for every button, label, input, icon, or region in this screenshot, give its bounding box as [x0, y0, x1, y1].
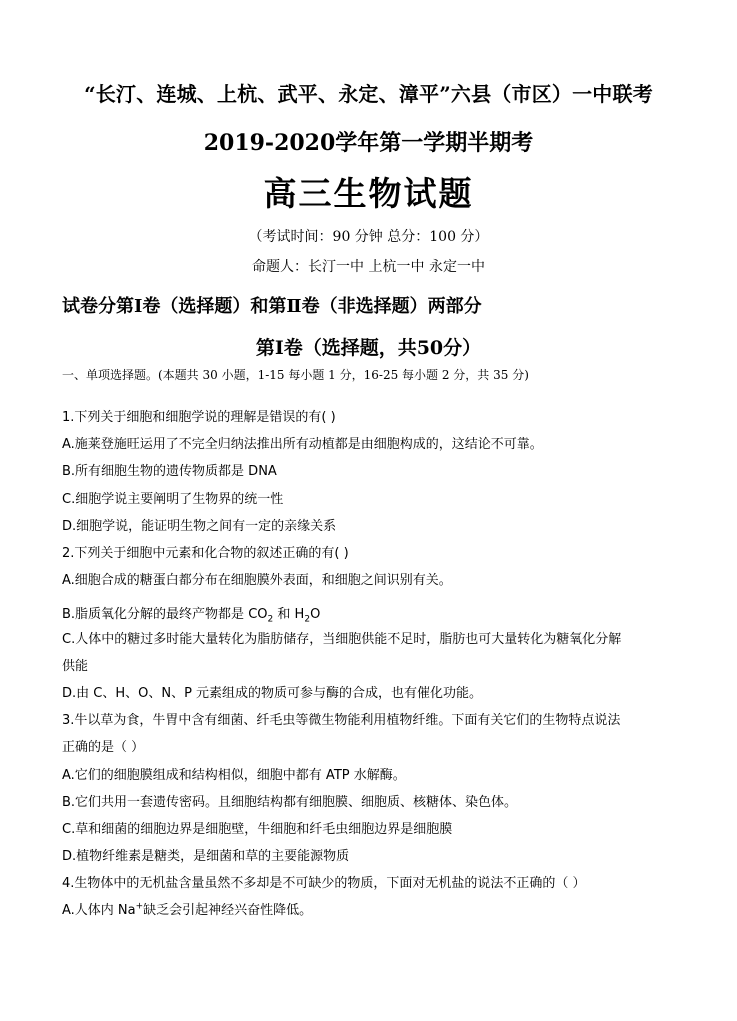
instructions: 一、单项选择题。(本题共 30 小题，1-15 每小题 1 分，16-25 每小题 2 分，共 35 分)	[62, 368, 529, 382]
question-2-option-b	[62, 603, 320, 625]
exam-title: 高三生物试题	[263, 174, 474, 213]
question-3-stem-cont: 正确的是（ ）	[62, 740, 145, 755]
question-4-stem: 4.生物体中的无机盐含量虽然不多却是不可缺少的物质，下面对无机盐的说法不正确的（ ）	[62, 876, 586, 891]
question-2-stem: 2.下列关于细胞中元素和化合物的叙述正确的有( )	[62, 546, 349, 561]
question-1-option-c: C.细胞学说主要阐明了生物界的统一性	[62, 492, 284, 507]
question-1-option-a: A.施莱登施旺运用了不完全归纳法推出所有动植都是由细胞构成的，这结论不可靠。	[62, 437, 543, 452]
question-3-stem: 3.牛以草为食，牛胃中含有细菌、纤毛虫等微生物能利用植物纤维。下面有关它们的生物特点说法	[62, 713, 621, 728]
question-3-option-b: B.它们共用一套遗传密码。且细胞结构都有细胞膜、细胞质、核糖体、染色体。	[62, 795, 518, 810]
question-2-option-a: A.细胞合成的糖蛋白都分布在细胞膜外表面，和细胞之间识别有关。	[62, 573, 452, 588]
exam-info: （考试时间：90 分钟 总分：100 分）	[248, 229, 489, 245]
question-3-option-c: C.草和细菌的细胞边界是细胞壁，牛细胞和纤毛虫细胞边界是细胞膜	[62, 822, 453, 837]
question-2-option-c: C.人体中的糖过多时能大量转化为脂肪储存，当细胞供能不足时，脂肪也可大量转化为糖氧化分解	[62, 632, 622, 647]
question-4-option-a: A.人体内 Na+缺乏会引起神经兴奋性降低。	[62, 901, 313, 918]
question-2-option-c-cont: 供能	[62, 659, 89, 674]
volume-title: 第Ⅰ卷（选择题，共50分）	[255, 337, 482, 359]
question-1-stem: 1.下列关于细胞和细胞学说的理解是错误的有( )	[62, 410, 336, 425]
h2o-formula: $H_2O$	[294, 607, 321, 625]
question-1-option-d: D.细胞学说，能证明生物之间有一定的亲缘关系	[62, 519, 337, 534]
exam-authors: 命题人：长汀一中 上杭一中 永定一中	[252, 259, 485, 275]
section-note: 试卷分第Ⅰ卷（选择题）和第Ⅱ卷（非选择题）两部分	[62, 296, 482, 317]
question-3-option-a: A.它们的细胞膜组成和结构相似，细胞中都有 ATP 水解酶。	[62, 768, 406, 783]
question-2-option-d: D.由 C、H、O、N、P 元素组成的物质可参与酶的合成，也有催化功能。	[62, 686, 483, 701]
formula-and: 和	[277, 607, 291, 622]
exam-header-line2: 2019-2020学年第一学期半期考	[203, 130, 534, 156]
exam-header-line1: “长汀、连城、上杭、武平、永定、漳平”六县（市区）一中联考	[84, 82, 653, 106]
question-3-option-d: D.植物纤维素是糖类，是细菌和草的主要能源物质	[62, 849, 350, 864]
option-b-text: B.脂质氧化分解的最终产物都是	[62, 607, 245, 622]
question-1-option-b: B.所有细胞生物的遗传物质都是 DNA	[62, 464, 277, 479]
co2-formula: $CO_2$	[248, 607, 274, 625]
